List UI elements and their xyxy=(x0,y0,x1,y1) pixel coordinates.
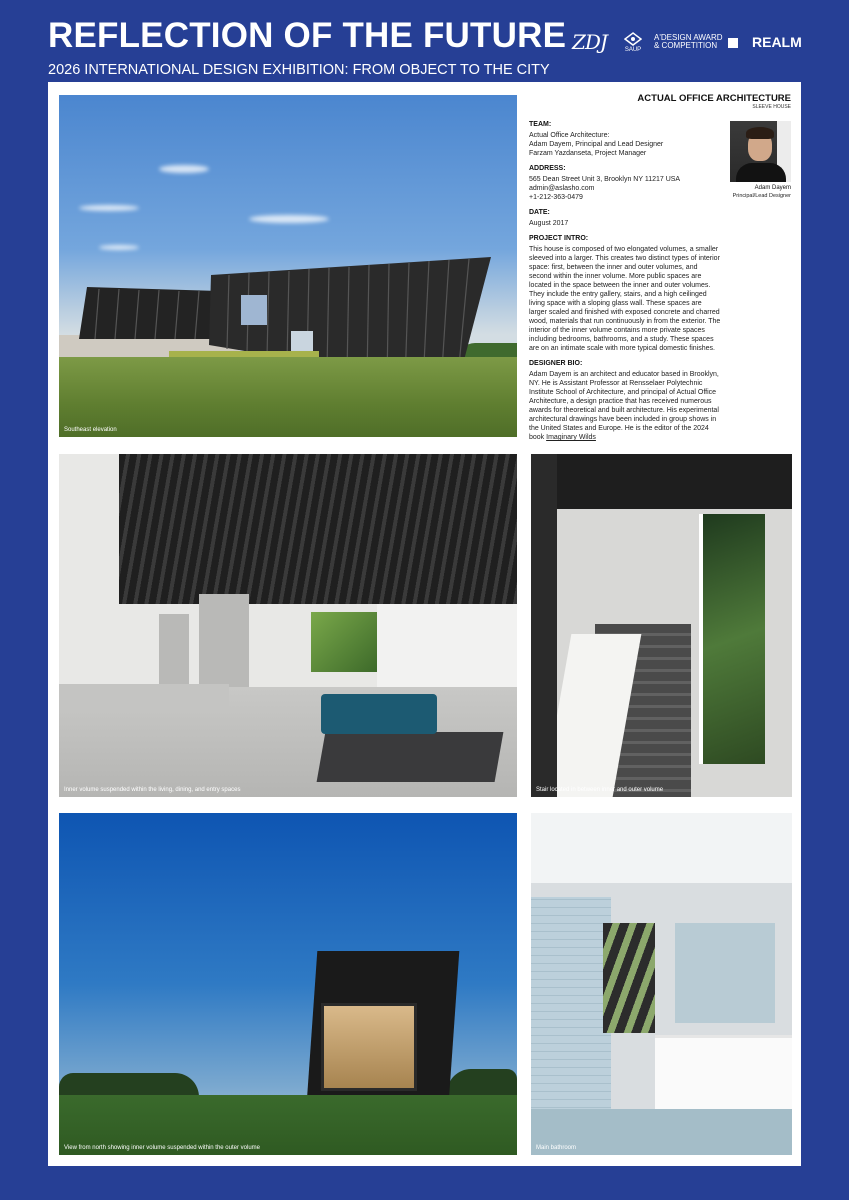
glass-wall xyxy=(311,612,377,672)
sponsor-logos xyxy=(572,30,802,60)
team-line: Adam Dayem, Principal and Lead Designer xyxy=(529,141,664,148)
intro-heading: PROJECT INTRO: xyxy=(529,235,589,242)
lawn xyxy=(59,357,517,437)
photo-caption: View from north showing inner volume suspended within the outer volume xyxy=(64,1145,260,1151)
intro-text: This house is composed of two elongated volumes, a smaller sleeved into a larger. This creates two distinct types of interior space: first, between the inner and outer volumes, and second within the inner volume. More public spaces are located in the space between the inner and outer volumes. They include the entry gallery, stairs, and a high ceilinged living space with a sloping glass wall. These spaces are larger scaled and finished with exposed concrete and charred wood, materials that run continuously in from the exterior. The interior of the inner volume contains more private spaces including bedrooms, bathrooms, and a study. These spaces are on an intimate scale with more typical domestic finishes. xyxy=(529,246,721,352)
saup-emblem-icon xyxy=(624,32,642,46)
address-phone: +1-212-363-0479 xyxy=(529,194,583,201)
sofa xyxy=(321,694,437,734)
date-heading: DATE: xyxy=(529,209,550,216)
team-heading: TEAM: xyxy=(529,121,552,128)
photo-north-view xyxy=(59,813,517,1155)
mirror xyxy=(675,923,775,1023)
adesign-line2: & COMPETITION xyxy=(654,41,718,50)
bio-paragraph xyxy=(529,370,721,442)
adesign-mark-icon xyxy=(728,38,738,48)
portrait-body xyxy=(736,163,786,182)
adesign-line1: A'DESIGN AWARD xyxy=(654,33,723,42)
poster-title: REFLECTION OF THE FUTURE xyxy=(48,16,567,55)
address-heading: ADDRESS: xyxy=(529,165,566,172)
concrete-steps xyxy=(59,684,229,712)
vanity xyxy=(655,1035,792,1110)
team-line: Actual Office Architecture: xyxy=(529,132,610,139)
ceiling xyxy=(531,813,792,883)
team-line: Farzam Yazdanseta, Project Manager xyxy=(529,150,647,157)
project-title: ACTUAL OFFICE ARCHITECTURE xyxy=(637,93,791,104)
photo-caption: Southeast elevation xyxy=(64,427,117,433)
dark-wall xyxy=(531,454,557,797)
zdj-logo: ZDJ xyxy=(572,30,607,54)
portrait-hair xyxy=(746,127,774,139)
bio-heading: DESIGNER BIO: xyxy=(529,360,583,367)
photo-southeast-elevation xyxy=(59,95,517,437)
rug xyxy=(317,732,504,782)
photo-caption: Main bathroom xyxy=(536,1145,577,1151)
photo-caption: Inner volume suspended within the living, dining, and entry spaces xyxy=(64,787,241,793)
project-subtitle: SLEEVE HOUSE xyxy=(752,104,791,110)
adesign-award-logo xyxy=(654,34,723,50)
lit-window xyxy=(321,1003,417,1091)
photo-caption: Stair located in between inner and outer volume xyxy=(536,787,664,793)
designer-portrait xyxy=(730,121,791,182)
photo-bathroom xyxy=(531,813,792,1155)
realm-logo: REALM xyxy=(752,34,802,50)
address-street: 565 Dean Street Unit 3, Brooklyn NY 11217 USA xyxy=(529,176,681,183)
designer-name: Adam Dayem xyxy=(754,185,791,191)
saup-logo xyxy=(622,32,644,53)
project-info xyxy=(529,120,721,442)
designer-role: Principal/Lead Designer xyxy=(732,193,791,199)
window-view xyxy=(699,514,765,764)
ceiling-dark xyxy=(531,454,792,509)
saup-label: SAUP xyxy=(624,47,642,53)
wood-slat-ceiling xyxy=(119,454,517,604)
content-panel xyxy=(48,82,801,1166)
slatted-window xyxy=(603,923,655,1033)
address-email: admin@aslasho.com xyxy=(529,185,595,192)
bio-text: Adam Dayem is an architect and educator based in Brooklyn, NY. He is Assistant Professor at Rensselaer Polytechnic Institute School of Architecture, and principal of Actual Office Architecture, a design practice that has received numerous awards for theoretical and built architecture. His experimental architectural drawings have been included in group shows in the United States and Europe. He is the editor of the 2024 book xyxy=(529,371,719,441)
photo-interior-living xyxy=(59,454,517,797)
bio-book-title: Imaginary Wilds xyxy=(546,434,596,441)
date-value: August 2017 xyxy=(529,220,569,227)
poster-subtitle: 2026 INTERNATIONAL DESIGN EXHIBITION: FROM OBJECT TO THE CITY xyxy=(48,62,550,78)
concrete-column xyxy=(159,614,189,694)
photo-stair xyxy=(531,454,792,797)
